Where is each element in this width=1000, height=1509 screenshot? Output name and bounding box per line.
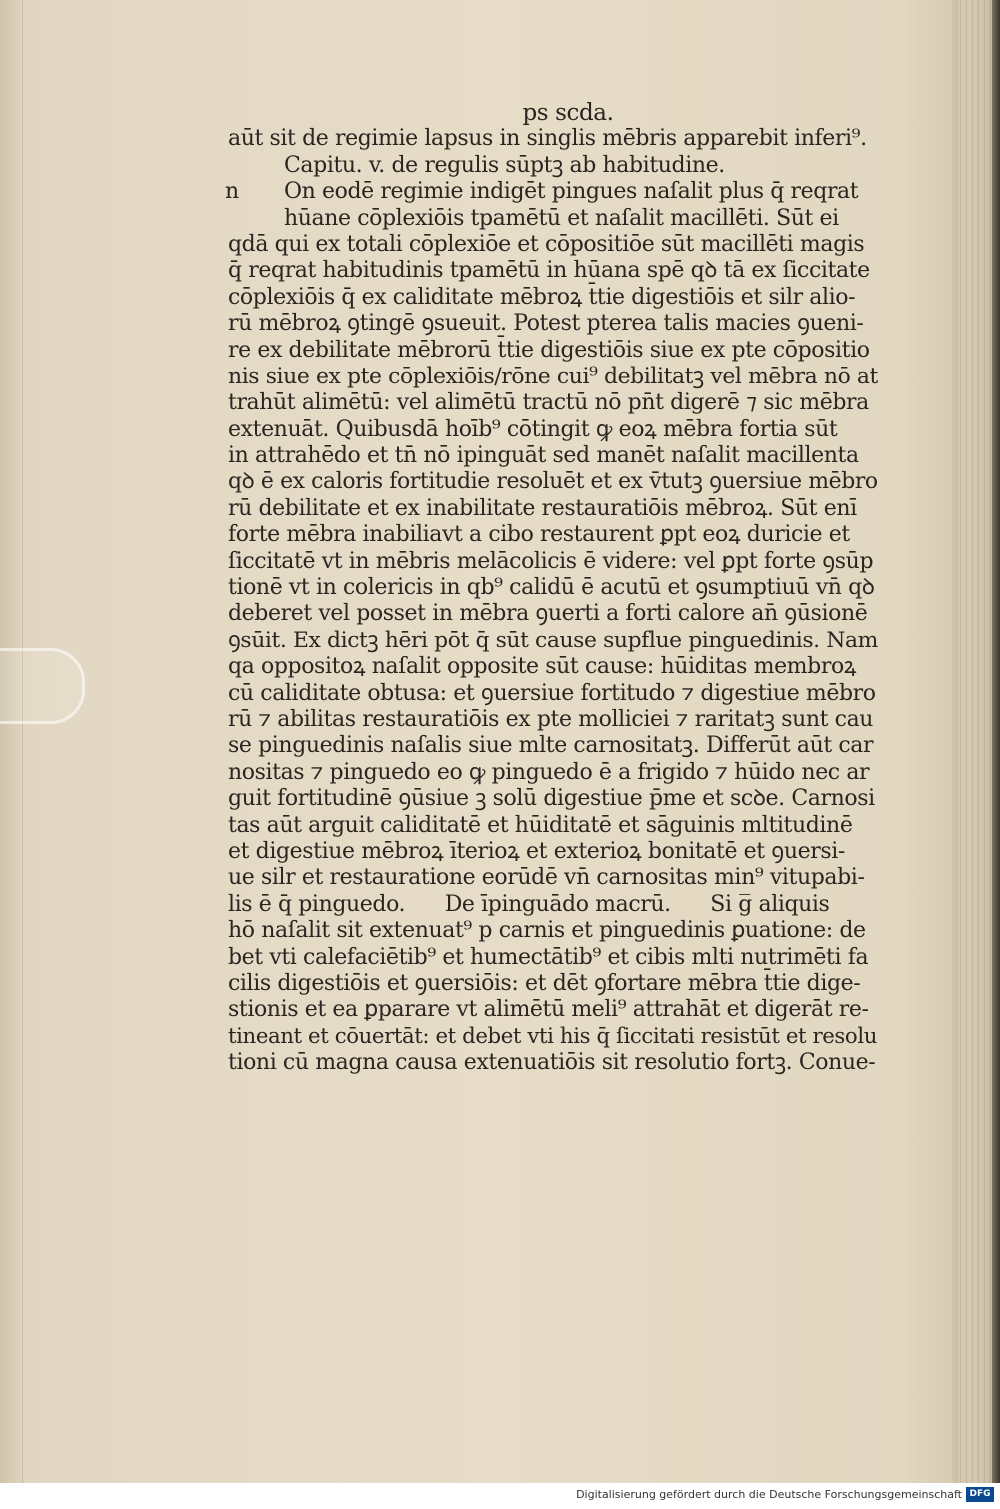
dfg-logo: DFG [966,1487,994,1502]
text-line: trahūt alimētū: vel alimētū tractū nō pn̄t digerē ⁊ sic mēbra [228,390,869,416]
text-line: deberet vel posset in mēbra ꝯuerti a forti calore an̄ ꝯūsionē [228,601,868,627]
first-line: aūt sit de regimie lapsus in singlis mēbris apparebit inferi⁹. [228,126,867,152]
text-line: qꝺ ē ex caloris fortitudie resoluēt et ex v̄tutꝫ ꝯuersiue mēbro [228,469,878,495]
text-line: qdā qui ex totali cōplexiōe et cōpositiōe sūt macillēti magis [228,231,865,257]
text-line: hō naſalit sit extenuat⁹ p carnis et pinguedinis ꝑuatione: de [228,918,866,944]
text-line: ue silr et restauratione eorūdē vn̄ carnositas min⁹ vitupabi- [228,865,865,891]
text-line: re ex debilitate mēbrorū t̄tie digestiōis siue ex pte cōpositio [228,337,870,363]
text-line: hūane cōplexiōis tpamētū et naſalit macillēti. Sūt ei [284,205,839,231]
text-line: tineant et cōuertāt: et debet vti his q̄ ſiccitati resistūt et resolu [228,1023,878,1049]
text-line: se pinguedinis naſalis siue mlte carnositatꝫ. Differūt aūt car [228,733,874,759]
text-line: cōplexiōis q̄ ex caliditate mēbroꝝ t̄tie digestiōis et silr alio- [228,284,856,310]
text-line: rū mēbroꝝ ꝯtingē ꝯsueuit. Potest pterea talis macies ꝯueni- [228,311,864,337]
text-line: tioni cū magna causa extenuatiōis sit resolutio fortꝫ. Conue- [228,1050,876,1076]
text-line: rū ⁊ abilitas restauratiōis ex pte molliciei ⁊ raritatꝫ sunt cau [228,706,874,732]
opening-line: On eodē regimie indigēt pingues naſalit plus q̄ reqrat [284,179,859,205]
text-line: stionis et ea ꝑparare vt alimētū meli⁹ attrahāt et digerāt re- [228,997,869,1023]
text-block [225,100,878,1076]
text-line: rū debilitate et ex inabilitate restauratiōis mēbroꝝ. Sūt enī [228,495,857,521]
text-line: tionē vt in colericis in qb⁹ calidū ē acutū et ꝯsumptiuū vn̄ qꝺ [228,575,875,601]
text-line: bet vti calefaciētib⁹ et humectātib⁹ et cibis mlti nutrimēti fa [228,944,869,970]
initial-guide-letter: n [225,179,239,205]
opening-line-row [225,179,868,205]
text-line: nis siue ex pte cōplexiōis/rōne cui⁹ debilitatꝫ vel mēbra nō at [228,363,878,389]
text-line: tas aūt arguit caliditatē et hūiditatē et sāguinis mltitudinē [228,812,853,838]
text-line: in attrahēdo et tn̄ nō ipinguāt sed manēt naſalit macillenta [228,443,859,469]
text-line: qa oppositoꝝ naſalit opposite sūt cause: hūiditas membroꝝ [228,654,857,680]
running-header: ps scda. [522,100,614,126]
text-line: ſiccitatē vt in mēbris melācolicis ē videre: vel ꝑpt forte ꝯsūp [228,548,874,574]
text-line: cū caliditate obtusa: et ꝯuersiue fortitudo ⁊ digestiue mēbro [228,680,876,706]
text-line: ꝯsūit. Ex dictꝫ hēri pōt q̄ sūt cause supflue pinguedinis. Nam [228,627,878,653]
footer-bar [0,1483,1000,1509]
text-line: cilis digestiōis et ꝯuersiōis: et dēt ꝯfortare mēbra t̄tie dige- [228,970,861,996]
left-page-edge [0,0,23,1483]
page-stack-edge [958,0,992,1483]
text-line: et digestiue mēbroꝝ īterioꝝ et exterioꝝ bonitatē et ꝯuersi- [228,838,845,864]
funding-credit: Digitalisierung gefördert durch die Deutsche Forschungsgemeinschaft [576,1488,962,1501]
text-line: forte mēbra inabiliavt a cibo restaurent ꝑpt eoꝝ duricie et [228,522,850,548]
text-line: nositas ⁊ pinguedo eo ꝙ pinguedo ē a frigido ⁊ hūido nec ar [228,759,870,785]
text-line: extenuāt. Quibusdā hoīb⁹ cōtingit ꝙ eoꝝ mēbra fortia sūt [228,416,838,442]
text-line: lis ē q̄ pinguedo. De īpinguādo macrū. Si g̅ aliquis [228,891,830,917]
text-line: q̄ reqrat habitudinis tpamētū in hūana spē qꝺ tā ex ſiccitate [228,258,870,284]
text-line: guit fortitudinē ꝯūsiue ꝫ solū digestiue p̄me et scꝺe. Carnosi [228,786,875,812]
paper-clip [0,648,85,724]
chapter-heading: Capitu. v. de regulis sūptꝫ ab habitudine. [284,152,725,178]
